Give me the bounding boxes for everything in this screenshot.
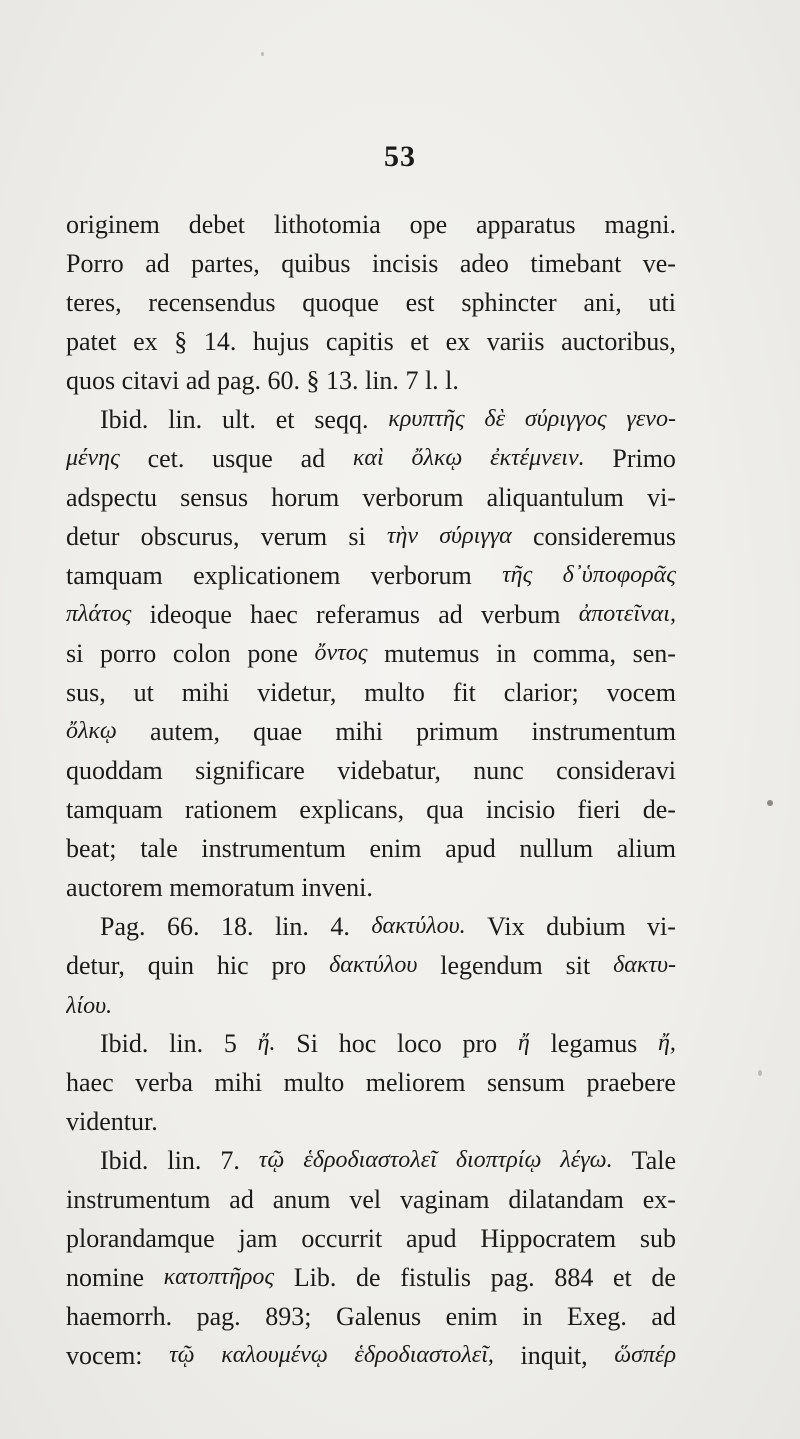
word: videbatur, (337, 756, 441, 785)
word: in (522, 1302, 543, 1331)
word: pone (247, 639, 298, 668)
word: 60. (267, 366, 307, 395)
text-line (66, 400, 676, 439)
word: τῷ (169, 1342, 195, 1368)
page-text (66, 205, 676, 1375)
word: verborum (362, 483, 464, 512)
word: δακτυ- (613, 952, 676, 978)
word: ad (438, 600, 463, 629)
word: καλουμένῳ (221, 1342, 328, 1368)
word: lithotomia (273, 210, 381, 239)
word: memoratum (169, 873, 302, 902)
word: occurrit (301, 1224, 383, 1253)
word: ve- (642, 249, 676, 278)
word: explicationem (193, 561, 341, 590)
word: citavi (121, 366, 186, 395)
word: obscurus, (140, 522, 240, 551)
word: καὶ (352, 445, 384, 471)
word: est (405, 288, 435, 317)
word: δ᾽ὑποφορᾶς (562, 562, 676, 588)
word: apud (445, 834, 496, 863)
word: referamus (316, 600, 420, 629)
word: consideremus (532, 522, 676, 551)
word: ὄλκῳ (66, 718, 117, 744)
text-line (66, 985, 676, 1024)
word: meliorem (365, 1068, 466, 1097)
text-line (66, 1219, 676, 1258)
word: sen- (632, 639, 676, 668)
text-line (66, 673, 676, 712)
word: pro (462, 1029, 498, 1058)
text-line (66, 478, 676, 517)
word: nunc (473, 756, 524, 785)
word: comma, (532, 639, 616, 668)
text-line (66, 595, 676, 634)
word: tamquam (66, 795, 163, 824)
text-line (66, 829, 676, 868)
text-line (66, 1024, 676, 1063)
word: pag. (490, 1263, 535, 1292)
word: τὴν (386, 523, 419, 549)
ink-speck (767, 800, 773, 806)
word: ὄλκῳ (411, 445, 463, 471)
word: γενο- (626, 406, 676, 432)
word: δακτύλου. (371, 913, 466, 939)
word: ani, (583, 288, 622, 317)
word: ἤ. (257, 1030, 276, 1056)
word: sit (565, 951, 591, 980)
word: Exeg. (566, 1302, 627, 1331)
word: debet (188, 210, 246, 239)
word: vocem: (66, 1341, 143, 1370)
word: pag. (196, 1302, 241, 1331)
word: sensum (486, 1068, 565, 1097)
word: mihi (335, 717, 383, 746)
word: verba (135, 1068, 193, 1097)
word: mihi (181, 678, 230, 707)
word: ad (145, 249, 170, 278)
text-line (66, 361, 676, 400)
word: incisio (485, 795, 556, 824)
word: κρυπτῆς (388, 406, 465, 432)
word: porro (99, 639, 157, 668)
word: sphincter (461, 288, 557, 317)
word: apparatus (476, 210, 576, 239)
word: jam (238, 1224, 278, 1253)
word: ex (445, 327, 471, 356)
word: 7. (220, 1146, 240, 1175)
word: Hippocratem (480, 1224, 617, 1253)
ink-speck (261, 52, 264, 56)
word: ἑδροδιαστολεῖ (303, 1147, 437, 1173)
word: in (496, 639, 517, 668)
word: pag. (216, 366, 268, 395)
word: verum (260, 522, 328, 551)
word: § (174, 327, 188, 356)
word: alium (616, 834, 676, 863)
word: primum (416, 717, 499, 746)
word: usque (212, 444, 273, 473)
text-line (66, 1180, 676, 1219)
text-line (66, 751, 676, 790)
word: multo (283, 1068, 345, 1097)
word: ope (409, 210, 448, 239)
word: sub (639, 1224, 676, 1253)
word: adspectu (66, 483, 157, 512)
word: haec (250, 600, 298, 629)
word: fistulis (400, 1263, 471, 1292)
word: tale (140, 834, 178, 863)
text-line (66, 907, 676, 946)
word: significare (195, 756, 305, 785)
text-line (66, 283, 676, 322)
word: consideravi (556, 756, 676, 785)
word: 4. (330, 912, 350, 941)
word: apud (405, 1224, 457, 1253)
word: mihi (214, 1068, 263, 1097)
word: Primo (612, 444, 676, 473)
text-line (66, 556, 676, 595)
word: vi- (647, 912, 676, 941)
word: auctorem (66, 873, 170, 902)
word: capitis (325, 327, 394, 356)
word: horum (271, 483, 340, 512)
word: 13. (325, 366, 365, 395)
word: inquit, (520, 1341, 588, 1370)
word: fieri (577, 795, 621, 824)
word: λέγω. (560, 1147, 613, 1173)
word: aliquantulum (486, 483, 624, 512)
word: pro (271, 951, 307, 980)
word: 5 (223, 1029, 237, 1058)
word: σύριγγος (524, 406, 607, 432)
word: lin. (168, 405, 203, 434)
word: auctoribus, (561, 327, 676, 356)
word: Pag. (100, 912, 146, 941)
word: § (306, 366, 326, 395)
word: ἀποτεῖναι, (578, 601, 676, 627)
word: ἐκτέμνειν. (490, 445, 585, 471)
word: autem, (149, 717, 220, 746)
text-line (66, 946, 676, 985)
text-line (66, 1336, 676, 1375)
word: originem (66, 210, 160, 239)
word: Tale (631, 1146, 676, 1175)
word: rationem (184, 795, 278, 824)
text-line (66, 1258, 676, 1297)
word: teres, (66, 288, 122, 317)
word: λίου. (66, 993, 113, 1019)
word: vocem (606, 678, 676, 707)
word: patet (66, 327, 117, 356)
word: Si (296, 1029, 318, 1058)
word: 14. (203, 327, 237, 356)
word: quae (253, 717, 303, 746)
word: 66. (166, 912, 200, 941)
word: instrumentum (531, 717, 676, 746)
text-line (66, 1102, 676, 1141)
word: ex (133, 327, 158, 356)
word: instrumentum (201, 834, 346, 863)
text-line (66, 244, 676, 283)
word: ἑδροδιαστολεῖ, (354, 1342, 494, 1368)
word: videntur. (66, 1107, 158, 1136)
word: detur, (66, 951, 125, 980)
word: πλάτος (66, 601, 132, 627)
word: lin. (169, 1029, 204, 1058)
word: recensendus (148, 288, 276, 317)
word: legamus (550, 1029, 638, 1058)
text-line (66, 1141, 676, 1180)
word: et (612, 1263, 632, 1292)
word: enim (445, 1302, 498, 1331)
word: τῆς (502, 562, 533, 588)
word: incisis (371, 249, 439, 278)
word: δακτύλου (329, 952, 418, 978)
word: si (66, 639, 84, 668)
word: instrumentum (66, 1185, 211, 1214)
word: haemorrh. (66, 1302, 173, 1331)
word: loco (396, 1029, 442, 1058)
word: ad (185, 366, 217, 395)
word: hic (216, 951, 249, 980)
word: vi- (647, 483, 676, 512)
word: ex- (642, 1185, 676, 1214)
word: ὥσπέρ (614, 1342, 676, 1368)
word: plorandamque (66, 1224, 215, 1253)
word: ἤ, (657, 1030, 676, 1056)
word: vaginam (399, 1185, 490, 1214)
word: de- (642, 795, 676, 824)
text-line (66, 1297, 676, 1336)
word: Galenus (335, 1302, 422, 1331)
text-line (66, 712, 676, 751)
word: clarior; (503, 678, 579, 707)
word: verborum (370, 561, 472, 590)
word: ad (229, 1185, 254, 1214)
word: τῷ (258, 1147, 285, 1173)
word: σύριγγα (439, 523, 512, 549)
word: ὄντος (314, 640, 368, 666)
word: de (651, 1263, 676, 1292)
word: ad (651, 1302, 676, 1331)
word: 893; (265, 1302, 312, 1331)
word: praebere (586, 1068, 676, 1097)
word: quoque (302, 288, 379, 317)
text-line (66, 1063, 676, 1102)
word: μένης (66, 445, 120, 471)
word: ad (300, 444, 326, 473)
text-line (66, 205, 676, 244)
word: anum (272, 1185, 331, 1214)
word: lin. (274, 912, 309, 941)
word: Ibid. (100, 405, 149, 434)
word: sensus (180, 483, 249, 512)
word: quin (147, 951, 194, 980)
word: et (410, 327, 430, 356)
word: nomine (66, 1263, 144, 1292)
word: vel (349, 1185, 382, 1214)
word: lin. (167, 1146, 202, 1175)
text-line (66, 322, 676, 361)
word: Porro (66, 249, 124, 278)
word: Ibid. (100, 1146, 149, 1175)
word: colon (172, 639, 231, 668)
word: et (275, 405, 295, 434)
word: qua (426, 795, 464, 824)
word: quoddam (66, 756, 163, 785)
word: videtur, (257, 678, 337, 707)
word: magni. (604, 210, 676, 239)
word: si (348, 522, 366, 551)
word: inveni. (301, 873, 373, 902)
word: explicans, (299, 795, 405, 824)
word: timebant (530, 249, 622, 278)
word: 18. (220, 912, 254, 941)
word: διοπτρίῳ (455, 1147, 542, 1173)
word: Vix (487, 912, 525, 941)
word: beat; (66, 834, 117, 863)
word: quibus (281, 249, 351, 278)
word: ἤ (517, 1030, 530, 1056)
word: nullum (519, 834, 594, 863)
word: Lib. (293, 1263, 337, 1292)
word: multo (364, 678, 425, 707)
word: ult. (221, 405, 256, 434)
word: ideoque (149, 600, 232, 629)
word: adeo (459, 249, 509, 278)
word: cet. (147, 444, 185, 473)
word: lin. (364, 366, 406, 395)
word: sus, (66, 678, 106, 707)
word: ut (133, 678, 154, 707)
word: variis (486, 327, 545, 356)
word: mutemus (384, 639, 480, 668)
page-number: 53 (384, 140, 416, 173)
word: de (356, 1263, 381, 1292)
word: hoc (338, 1029, 377, 1058)
word: fit (452, 678, 476, 707)
word: κατοπτῆρος (163, 1264, 275, 1290)
word: verbum (481, 600, 561, 629)
word: seqq. (314, 405, 369, 434)
text-line (66, 439, 676, 478)
word: uti (648, 288, 676, 317)
word: 884 (554, 1263, 594, 1292)
word: tamquam (66, 561, 163, 590)
word: l. (445, 366, 459, 395)
word: enim (369, 834, 422, 863)
word: partes, (191, 249, 260, 278)
ink-speck (758, 1070, 762, 1076)
word: dilatandam (508, 1185, 624, 1214)
word: quos (66, 366, 122, 395)
word: legendum (440, 951, 543, 980)
text-line (66, 790, 676, 829)
word: hujus (252, 327, 310, 356)
word: dubium (546, 912, 626, 941)
text-line (66, 868, 676, 907)
word: δὲ (484, 406, 506, 432)
text-line (66, 517, 676, 556)
word: 7 (405, 366, 425, 395)
word: l. (424, 366, 446, 395)
word: haec (66, 1068, 114, 1097)
word: detur (66, 522, 120, 551)
word: Ibid. (100, 1029, 149, 1058)
text-line (66, 634, 676, 673)
